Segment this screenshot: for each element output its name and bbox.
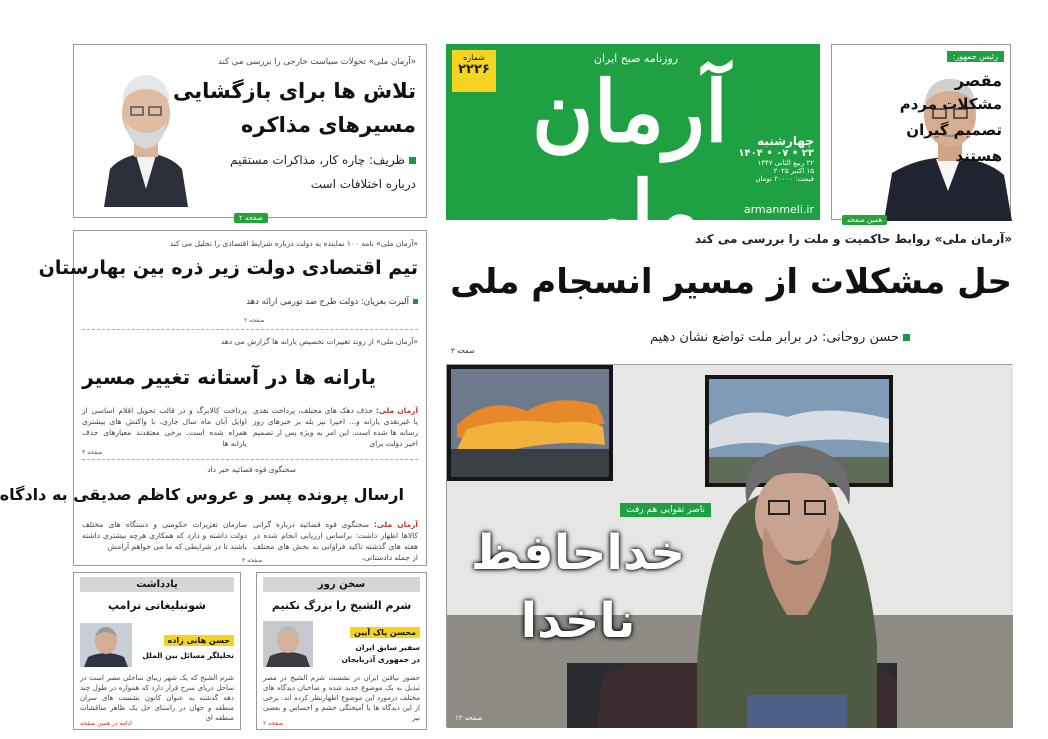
story3-headline: ارسال پرونده پسر و عروس کاظم صدیقی به دادگاه <box>0 485 404 504</box>
issue-number: ۲۲۲۶ <box>458 62 490 77</box>
top-right-headline-4: هستند <box>955 147 1002 165</box>
photo-story <box>446 364 1012 727</box>
photo-headline-2: ناخدا <box>520 593 636 649</box>
top-right-headline-2: مشکلات مردم <box>899 95 1002 113</box>
avatar <box>80 623 132 667</box>
divider <box>82 459 418 460</box>
sokhanrooz-author-photo <box>263 621 313 667</box>
tagline: روزنامه صبح ایران <box>593 52 679 65</box>
sokhanrooz-body: حضور نیافتن ایران در نشست شرم الشیخ در مصر تبدیل به یک موضوع جدید شده و صاحبان دیدگاه های مختلف درمورد این موضوع اظهارنظر کرده اند. برخی از این دیدگاه ها با آمیختگی خشم و احساس و بعضی نیز <box>263 674 420 722</box>
story2-kicker: «آرمان ملی» از روند تغییرات تخصیص یارانه ها گزارش می دهد <box>220 337 418 346</box>
yaddasht-box <box>73 572 241 730</box>
top-right-headline-1: مقصر <box>954 71 1002 90</box>
yaddasht-author-title: تحلیلگر مسائل بین الملل <box>142 651 234 660</box>
story2-page-ref: صفحه ۳ <box>82 449 103 456</box>
sokhanrooz-headline: شرم الشیخ را بزرگ نکنیم <box>271 599 412 612</box>
story1-page-ref: صفحه ۲ <box>244 317 265 324</box>
page-ref: صفحه ۲ <box>234 213 268 223</box>
masthead <box>446 44 820 261</box>
main-page-ref: صفحه ۳ <box>446 346 480 356</box>
date-solar: ۲۳ • ۰۷ • ۱۴۰۴ <box>738 148 814 159</box>
yaddasht-label: یادداشت <box>80 577 234 592</box>
top-left-headline-2: مسیرهای مذاکره <box>240 113 416 137</box>
story3-kicker: سخنگوی قوه قضائیه خبر داد <box>207 465 296 474</box>
story2-col-right-text: حذف دهک های مختلف، پرداخت نقدی یا غیرنقدی یارانه و... اخیرا نیز بله بر خبرهای روز رسانه ها شده است. این امر به ویژه پس از تصمیم اخیر دولت برای <box>253 406 418 448</box>
main-headline: حل مشکلات از مسیر انسجام ملی <box>450 262 1012 302</box>
story3-page-ref: صفحه ۳ <box>242 557 263 564</box>
story2-lead: آرمان ملی: <box>375 406 419 415</box>
story3-col-right <box>253 519 418 563</box>
price: قیمت: ۲۰۰۰۰ تومان <box>755 175 814 183</box>
top-right-headline-3: تصمیم گیران <box>906 121 1002 139</box>
photo-label: ناصر تقوایی هم رفت <box>620 503 711 517</box>
story2-col-left: پرداخت کالابرگ و در قالب تحویل اقلام اساسی از اوایل آبان ماه سال جاری، با واکنش های بیشتری همراه شده است. برخی معتقدند معیارهای حذف یارانه ها <box>82 406 247 448</box>
sokhanrooz-page-ref: صفحه ۲ <box>263 720 284 727</box>
website[interactable]: armanmeli.ir <box>743 203 814 216</box>
story3-col-left: سازمان تعزیرات حکومتی و دستگاه های مختلف دولت داشته و دارد که همکاری هرچه بیشتری داشته باشند تا در شرایطی که ما می خواهم آرامش <box>82 520 247 551</box>
photo-page-ref: صفحه ۱۲ <box>455 714 483 722</box>
story3-col-right-text: سخنگوی قوه قضائیه درباره گرانی کالاها اظهار داشت: براساس ارزیابی انجام شده در هفته های گذشته تاکید فراوانی به بخش های مختلف از جمله دادستانی، <box>253 520 418 562</box>
story3-lead: آرمان ملی: <box>373 520 418 529</box>
page-ref: همین صفحه <box>842 215 887 225</box>
top-left-story <box>73 44 427 222</box>
weekday: چهارشنبه <box>757 134 814 148</box>
date-lunar: ۲۲ ربیع الثانی ۱۴۴۷ <box>757 159 814 167</box>
sokhanrooz-author-title2: در جمهوری آذربایجان <box>341 655 420 664</box>
story1-sub <box>246 297 418 307</box>
sokhanrooz-label: سخن روز <box>263 577 420 592</box>
story1-headline: تیم اقتصادی دولت زیر ذره بین بهارستان <box>38 257 418 279</box>
story1-kicker: «آرمان ملی» نامه ۱۰۰ نماینده به دولت درباره شرایط اقتصادی را تحلیل می کند <box>169 239 418 248</box>
yaddasht-headline: شوتبلیغاتی ترامپ <box>108 599 206 612</box>
issue-label: شماره <box>463 53 485 62</box>
main-sub-text: حسن روحانی: در برابر ملت تواضع نشان دهیم <box>650 330 899 345</box>
bullet-icon <box>409 157 416 164</box>
top-right-label: رئیس جمهور: <box>947 51 1004 62</box>
top-left-sub-1-text: ظریف: چاره کار، مذاکرات مستقیم <box>230 153 405 167</box>
yaddasht-author-name: حسن هانی زاده <box>164 635 235 646</box>
story2-headline: یارانه ها در آستانه تغییر مسیر <box>82 365 376 389</box>
sokhanrooz-author-name: محسن پاک آیین <box>350 627 420 638</box>
top-right-story <box>831 44 1011 224</box>
story2-col-right <box>253 405 418 449</box>
masthead-logo: آرمان ملی <box>531 62 729 261</box>
main-sub <box>650 330 910 345</box>
divider <box>82 329 418 330</box>
top-left-sub-1 <box>230 153 416 167</box>
top-left-sub-2: درباره اختلافات است <box>310 177 416 191</box>
bullet-icon <box>903 334 910 341</box>
yaddasht-body: شرم الشیخ که یک شهر زیبای ساحلی مصر است در ساحل دریای سرخ قرار دارد که همواره در طول چند دهه گذشته به عنوان کانون نشست های سران منطقه و جهان در راستای حل یک ظاهر مناقشات منطقه ای <box>80 674 234 722</box>
date-gregorian: ۱۵ اکتبر ۲۰۲۵ <box>773 167 814 175</box>
yaddasht-author-photo <box>80 623 132 667</box>
top-left-kicker: «آرمان ملی» تحولات سیاست خارجی را بررسی می کند <box>218 57 416 67</box>
left-column <box>0 230 427 566</box>
main-kicker: «آرمان ملی» روابط حاکمیت و ملت را بررسی می کند <box>694 232 1012 246</box>
avatar <box>263 621 313 667</box>
sokhanrooz-author-title: سفیر سابق ایران <box>355 643 420 652</box>
date-block <box>728 134 814 183</box>
photo-headline-1: خداحافظ <box>470 525 686 581</box>
bullet-icon <box>413 299 418 304</box>
sokhanrooz-box <box>256 572 427 730</box>
yaddasht-page-ref: ادامه در همین صفحه <box>80 720 132 727</box>
top-left-headline-1: تلاش ها برای بازگشایی <box>172 79 416 103</box>
story1-sub-text: آلبرت بغزیان: دولت طرح ضد تورمی ارائه دهد <box>246 297 409 307</box>
